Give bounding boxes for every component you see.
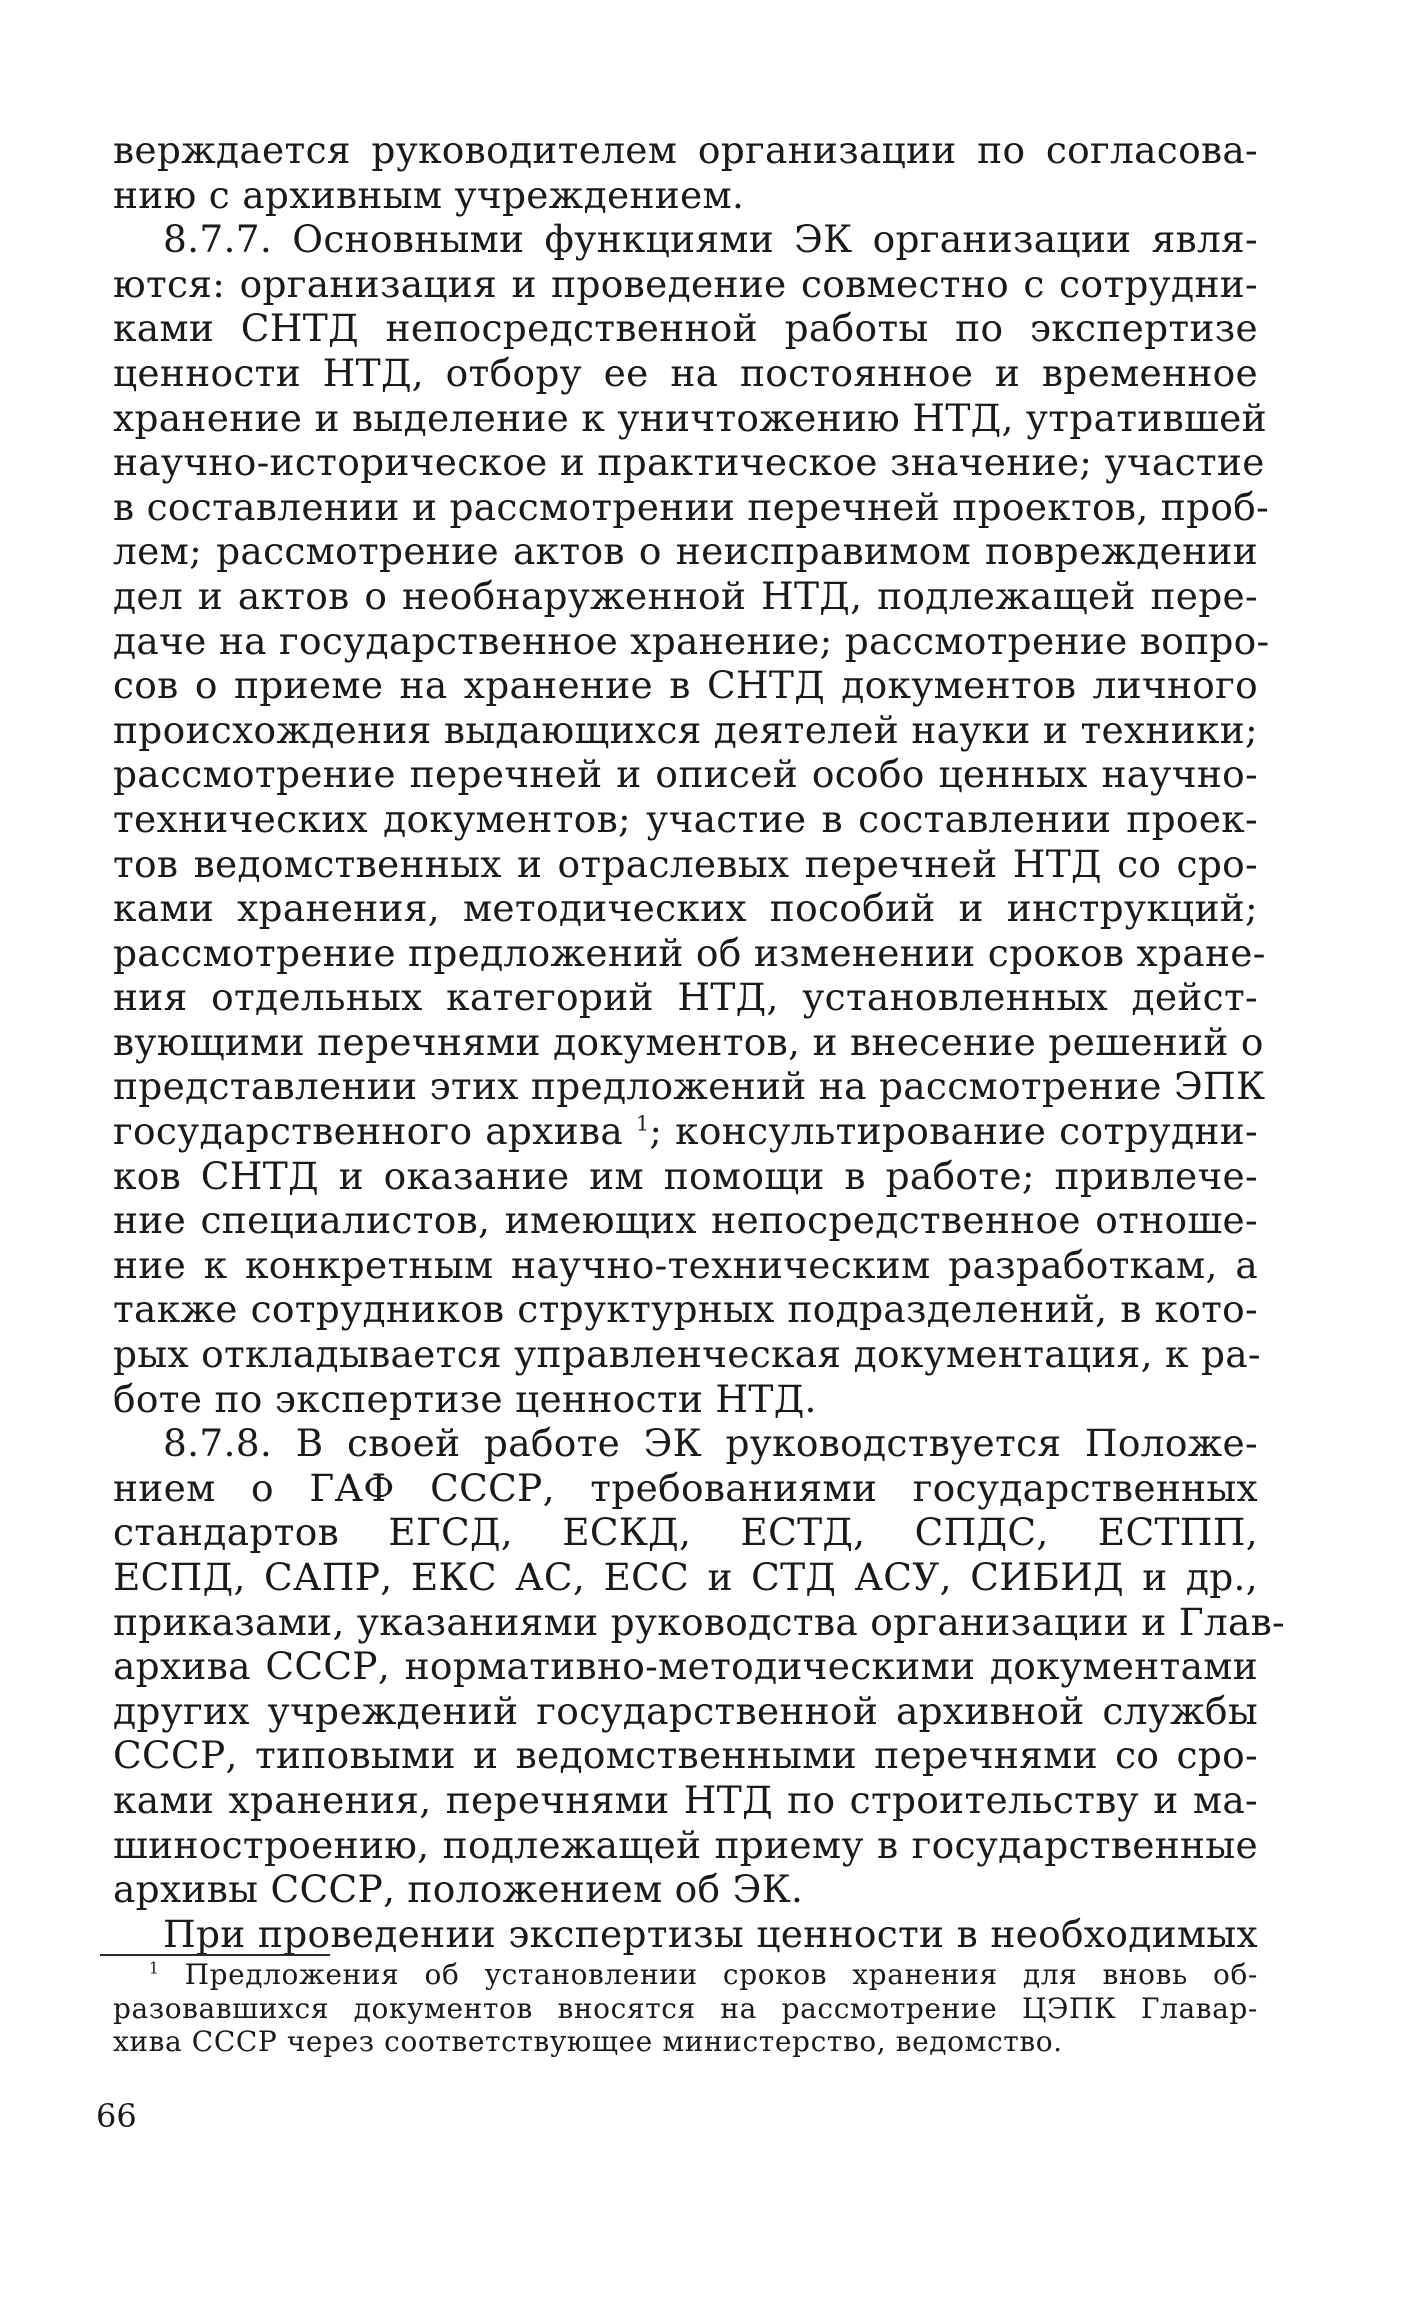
text-line: нию с архивным учреждением.	[113, 172, 745, 217]
text-line: ками СНТД непосредственной работы по экспертизе	[113, 306, 1258, 351]
text-line: в составлении и рассмотрении перечней проектов, проб-	[113, 484, 1270, 529]
text-line: хранение и выделение к уничтожению НТД, утратившей	[113, 395, 1267, 440]
footnote-line: разовавшихся документов вносятся на рассмотрение ЦЭПК Главар-	[113, 1991, 1258, 2025]
text-line: представлении этих предложений на рассмотрение ЭПК	[113, 1064, 1266, 1109]
text-line: СССР, типовыми и ведомственными перечнями со сро-	[113, 1733, 1258, 1778]
text-line: ков СНТД и оказание им помощи в работе; привлече-	[113, 1153, 1258, 1198]
paragraph-start: При проведении экспертизы ценности в необходимых	[163, 1911, 1258, 1956]
text-line: вующими перечнями документов, и внесение решений о	[113, 1019, 1264, 1064]
text-line: приказами, указаниями руководства организации и Глав-	[113, 1599, 1286, 1644]
text-line: рых откладывается управленческая документация, к ра-	[113, 1332, 1261, 1377]
text-line: боте по экспертизе ценности НТД.	[113, 1376, 817, 1421]
text-fragment: ; консультирование сотрудни-	[649, 1109, 1258, 1154]
text-line: научно-историческое и практическое значение; участие	[113, 440, 1265, 485]
main-text	[113, 128, 1286, 1956]
text-line: ются: организация и проведение совместно с сотрудни-	[113, 261, 1258, 306]
text-line: архивы СССР, положением об ЭК.	[113, 1867, 804, 1912]
paragraph-8-7-7-start: 8.7.7. Основными функциями ЭК организации явля-	[163, 217, 1258, 262]
text-line: тов ведомственных и отраслевых перечней НТД со сро-	[113, 841, 1258, 886]
text-line: рассмотрение предложений об изменении сроков хране-	[113, 930, 1266, 975]
text-line: ками хранения, перечнями НТД по строительству и ма-	[113, 1777, 1258, 1822]
text-line: лем; рассмотрение актов о неисправимом повреждении	[113, 529, 1258, 574]
text-line: нием о ГАФ СССР, требованиями государственных	[113, 1465, 1258, 1510]
text-line: также сотрудников структурных подразделений, в кото-	[113, 1287, 1258, 1332]
text-line: других учреждений государственной архивной службы	[113, 1688, 1258, 1733]
text-line: ценности НТД, отбору ее на постоянное и временное	[113, 350, 1258, 395]
footnote-reference: 1	[635, 1111, 650, 1136]
footnote-line	[113, 1958, 1258, 1992]
text-fragment: Предложения об установлении сроков хранения для вновь об-	[184, 1958, 1258, 1991]
footnote-line: хива СССР через соответствующее министерство, ведомство.	[113, 2025, 1063, 2058]
text-line: ками хранения, методических пособий и инструкций;	[113, 886, 1258, 931]
text-line: архива СССР, нормативно-методическими документами	[113, 1644, 1258, 1689]
paragraph-8-7-8-start: 8.7.8. В своей работе ЭК руководствуется Положе-	[163, 1421, 1258, 1466]
text-line: стандартов ЕГСД, ЕСКД, ЕСТД, СПДС, ЕСТПП,	[113, 1510, 1258, 1555]
text-line: технических документов; участие в составлении проек-	[113, 796, 1258, 841]
text-line: ние специалистов, имеющих непосредственное отноше-	[113, 1198, 1258, 1243]
text-line: ЕСПД, САПР, ЕКС АС, ЕСС и СТД АСУ, СИБИД и др.,	[113, 1555, 1258, 1599]
text-line: происхождения выдающихся деятелей науки и техники;	[113, 707, 1258, 752]
footnote	[113, 1958, 1258, 2059]
text-line: дел и актов о необнаруженной НТД, подлежащей пере-	[113, 573, 1258, 618]
text-line: рассмотрение перечней и описей особо ценных научно-	[113, 752, 1258, 797]
text-line: ния отдельных категорий НТД, установленных дейст-	[113, 975, 1258, 1020]
text-line-with-footnote-ref	[113, 1109, 1258, 1154]
footnote-marker: 1	[149, 1959, 160, 1978]
footnote-separator	[100, 1954, 330, 1956]
text-line: шиностроению, подлежащей приему в государственные	[113, 1822, 1258, 1867]
text-fragment: государственного архива	[113, 1109, 624, 1154]
text-line: ние к конкретным научно-техническим разработкам, а	[113, 1242, 1258, 1287]
text-line: даче на государственное хранение; рассмотрение вопро-	[113, 618, 1270, 663]
text-line: верждается руководителем организации по согласова-	[113, 128, 1258, 172]
page-number: 66	[96, 2097, 137, 2135]
text-line: сов о приеме на хранение в СНТД документов личного	[113, 663, 1258, 708]
